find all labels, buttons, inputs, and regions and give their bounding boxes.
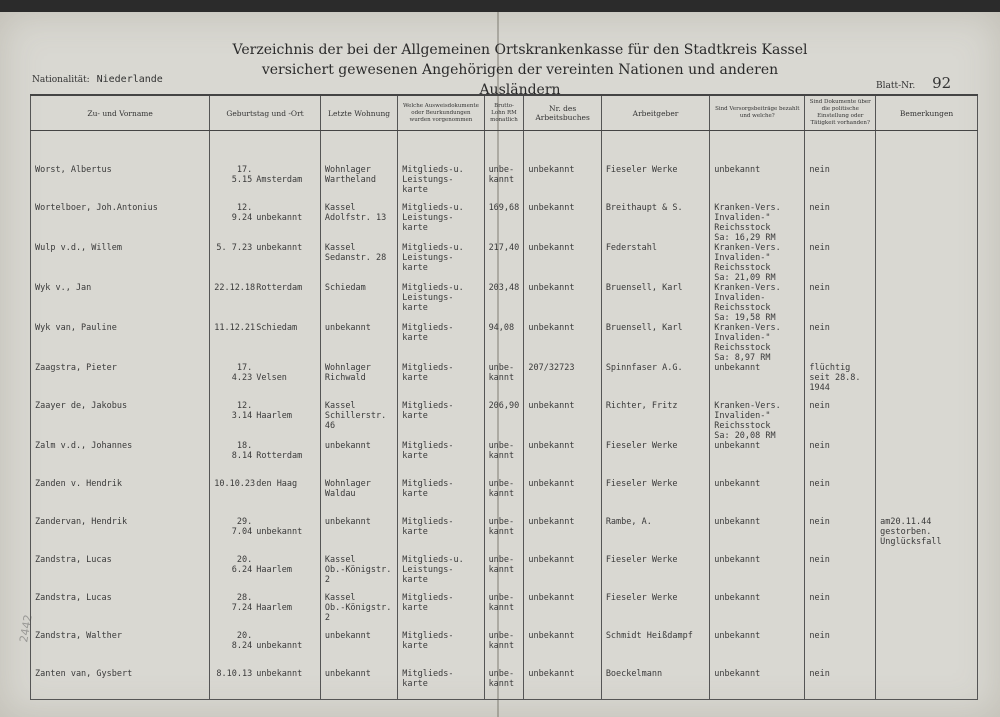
name-cell: Zaayer de, Jakobus: [31, 401, 210, 441]
column-header: Zu- und Vorname: [31, 95, 210, 131]
address-cell: Kassel Ob.-Königstr. 2: [320, 593, 397, 631]
birth-cell: [210, 323, 321, 363]
sheet-number-label: Blatt-Nr.: [876, 81, 916, 91]
insurance-cell: unbekannt: [710, 631, 805, 669]
insurance-cell: unbekannt: [710, 555, 805, 593]
employer-cell: Schmidt Heißdampf: [601, 631, 709, 669]
docs-cell: Mitglieds- karte: [398, 593, 484, 631]
birth-cell: [210, 203, 321, 243]
table-row: [31, 363, 978, 401]
book-cell: unbekannt: [524, 631, 601, 669]
birth-place: Rotterdam: [256, 283, 303, 293]
wage-cell: unbe- kannt: [484, 441, 524, 479]
birth-cell: [210, 363, 321, 401]
name-cell: Zalm v.d., Johannes: [31, 441, 210, 479]
name-cell: Zandstra, Lucas: [31, 555, 210, 593]
table-row: [31, 165, 978, 203]
docs-cell: Mitglieds-u. Leistungs- karte: [398, 283, 484, 323]
insurance-cell: Kranken-Vers. Invaliden-" Reichsstock Sa: 20,08 RM: [710, 401, 805, 441]
address-cell: Schiedam: [320, 283, 397, 323]
birth-cell: [210, 593, 321, 631]
birth-date: 22.12.18: [214, 283, 256, 293]
name-cell: Zaagstra, Pieter: [31, 363, 210, 401]
docs-cell: Mitglieds- karte: [398, 669, 484, 700]
birth-cell: [210, 441, 321, 479]
wage-cell: unbe- kannt: [484, 555, 524, 593]
book-cell: unbekannt: [524, 593, 601, 631]
political-cell: nein: [805, 441, 876, 479]
insurance-cell: Kranken-Vers. Invaliden-" Reichsstock Sa: 21,09 RM: [710, 243, 805, 283]
birth-cell: [210, 669, 321, 700]
name-cell: Wulp v.d., Willem: [31, 243, 210, 283]
book-cell: unbekannt: [524, 243, 601, 283]
birth-date: 17. 5.15: [231, 165, 253, 185]
birth-cell: [210, 401, 321, 441]
address-cell: Kassel Schillerstr. 46: [320, 401, 397, 441]
insurance-cell: Kranken-Vers. Invaliden-" Reichsstock Sa: 8,97 RM: [710, 323, 805, 363]
political-cell: nein: [805, 631, 876, 669]
address-cell: Kassel Ob.-Königstr. 2: [320, 555, 397, 593]
political-cell: nein: [805, 165, 876, 203]
address-cell: unbekannt: [320, 631, 397, 669]
political-cell: nein: [805, 479, 876, 517]
address-cell: unbekannt: [320, 323, 397, 363]
employer-cell: Richter, Fritz: [601, 401, 709, 441]
birth-place: unbekannt: [256, 213, 303, 223]
document-title: [230, 40, 810, 100]
margin-pencil-note: 2442: [17, 613, 35, 644]
book-cell: unbekannt: [524, 323, 601, 363]
book-cell: unbekannt: [524, 479, 601, 517]
political-cell: nein: [805, 243, 876, 283]
remarks-cell: [876, 401, 978, 441]
remarks-cell: [876, 363, 978, 401]
name-cell: Wyk van, Pauline: [31, 323, 210, 363]
docs-cell: Mitglieds- karte: [398, 323, 484, 363]
birth-place: unbekannt: [256, 243, 303, 253]
table-row: [31, 669, 978, 700]
column-header: Geburtstag und -Ort: [210, 95, 321, 131]
wage-cell: unbe- kannt: [484, 517, 524, 555]
wage-cell: 169,68: [484, 203, 524, 243]
birth-place: Schiedam: [256, 323, 298, 333]
employer-cell: Breithaupt & S.: [601, 203, 709, 243]
address-cell: Kassel Adolfstr. 13: [320, 203, 397, 243]
wage-cell: 203,48: [484, 283, 524, 323]
address-cell: unbekannt: [320, 517, 397, 555]
address-cell: Wohnlager Wartheland: [320, 165, 397, 203]
table-row: [31, 555, 978, 593]
nationality-field: [32, 74, 163, 85]
birth-place: Haarlem: [256, 603, 293, 613]
birth-date: 12. 3.14: [231, 401, 253, 421]
birth-date: 12. 9.24: [231, 203, 253, 223]
book-cell: unbekannt: [524, 401, 601, 441]
address-cell: Kassel Sedanstr. 28: [320, 243, 397, 283]
remarks-cell: [876, 593, 978, 631]
wage-cell: unbe- kannt: [484, 363, 524, 401]
employer-cell: Spinnfaser A.G.: [601, 363, 709, 401]
book-cell: unbekannt: [524, 669, 601, 700]
birth-cell: [210, 517, 321, 555]
table-row: [31, 631, 978, 669]
column-header: Bemerkungen: [876, 95, 978, 131]
book-cell: unbekannt: [524, 517, 601, 555]
table-row: [31, 203, 978, 243]
docs-cell: Mitglieds- karte: [398, 363, 484, 401]
docs-cell: Mitglieds- karte: [398, 401, 484, 441]
insurance-cell: unbekannt: [710, 363, 805, 401]
remarks-cell: [876, 323, 978, 363]
birth-date: 20. 8.24: [231, 631, 253, 651]
birth-cell: [210, 555, 321, 593]
birth-date: 18. 8.14: [231, 441, 253, 461]
address-cell: unbekannt: [320, 441, 397, 479]
insurance-cell: unbekannt: [710, 165, 805, 203]
birth-date: 10.10.23: [214, 479, 256, 489]
docs-cell: Mitglieds-u. Leistungs- karte: [398, 165, 484, 203]
address-cell: Wohnlager Richwald: [320, 363, 397, 401]
column-header: Nr. des Arbeitsbuches: [524, 95, 601, 131]
wage-cell: unbe- kannt: [484, 669, 524, 700]
birth-cell: [210, 165, 321, 203]
docs-cell: Mitglieds- karte: [398, 517, 484, 555]
employer-cell: Bruensell, Karl: [601, 283, 709, 323]
wage-cell: 217,40: [484, 243, 524, 283]
political-cell: nein: [805, 593, 876, 631]
wage-cell: unbe- kannt: [484, 479, 524, 517]
docs-cell: Mitglieds-u. Leistungs- karte: [398, 555, 484, 593]
birth-place: Amsterdam: [256, 175, 303, 185]
table-row: [31, 593, 978, 631]
wage-cell: unbe- kannt: [484, 165, 524, 203]
birth-place: Haarlem: [256, 411, 293, 421]
birth-date: 29. 7.04: [231, 517, 253, 537]
birth-place: Rotterdam: [256, 451, 303, 461]
birth-date: 5. 7.23: [216, 243, 253, 253]
political-cell: nein: [805, 669, 876, 700]
table-row: [31, 283, 978, 323]
address-cell: unbekannt: [320, 669, 397, 700]
book-cell: unbekannt: [524, 283, 601, 323]
column-header: Sind Versorgsbeiträge bezahlt und welche?: [710, 95, 805, 131]
employer-cell: Federstahl: [601, 243, 709, 283]
table-row: [31, 323, 978, 363]
wage-cell: unbe- kannt: [484, 593, 524, 631]
docs-cell: Mitglieds- karte: [398, 479, 484, 517]
remarks-cell: [876, 479, 978, 517]
insurance-cell: Kranken-Vers. Invaliden- Reichsstock Sa: 19,58 RM: [710, 283, 805, 323]
wage-cell: 206,90: [484, 401, 524, 441]
birth-date: 20. 6.24: [231, 555, 253, 575]
docs-cell: Mitglieds-u. Leistungs- karte: [398, 243, 484, 283]
sheet-number-field: [876, 74, 951, 92]
birth-place: unbekannt: [256, 641, 303, 651]
birth-place: unbekannt: [256, 527, 303, 537]
employer-cell: Rambe, A.: [601, 517, 709, 555]
empty-row: [31, 131, 978, 166]
table-row: [31, 401, 978, 441]
birth-cell: [210, 283, 321, 323]
political-cell: nein: [805, 323, 876, 363]
wage-cell: unbe- kannt: [484, 631, 524, 669]
name-cell: Wortelboer, Joh.Antonius: [31, 203, 210, 243]
insurance-cell: unbekannt: [710, 517, 805, 555]
column-header: Letzte Wohnung: [320, 95, 397, 131]
title-line-2: versichert gewesenen Angehörigen der vereinten Nationen und anderen Ausländern: [261, 62, 779, 98]
remarks-cell: [876, 283, 978, 323]
birth-date: 17. 4.23: [231, 363, 253, 383]
remarks-cell: [876, 669, 978, 700]
employer-cell: Fieseler Werke: [601, 479, 709, 517]
nationality-label: Nationalität:: [32, 75, 90, 85]
employer-cell: Fieseler Werke: [601, 555, 709, 593]
nationality-value: Niederlande: [96, 74, 163, 85]
political-cell: nein: [805, 555, 876, 593]
column-header: Arbeitgeber: [601, 95, 709, 131]
column-header: Sind Dokumente über die politische Einstellung oder Tätigkeit vorhanden?: [805, 95, 876, 131]
table-row: [31, 243, 978, 283]
address-cell: Wohnlager Waldau: [320, 479, 397, 517]
table-row: [31, 441, 978, 479]
register-table: [30, 94, 978, 700]
birth-date: 8.10.13: [216, 669, 253, 679]
document-sheet: [0, 12, 1000, 717]
table-row: [31, 517, 978, 555]
name-cell: Worst, Albertus: [31, 165, 210, 203]
book-cell: unbekannt: [524, 441, 601, 479]
political-cell: nein: [805, 283, 876, 323]
remarks-cell: [876, 555, 978, 593]
employer-cell: Bruensell, Karl: [601, 323, 709, 363]
insurance-cell: unbekannt: [710, 593, 805, 631]
remarks-cell: [876, 203, 978, 243]
sheet-number: 92: [932, 74, 952, 92]
remarks-cell: [876, 441, 978, 479]
political-cell: nein: [805, 401, 876, 441]
column-header: Welche Ausweisdokumente oder Beurkundungen wurden vorgenommen: [398, 95, 484, 131]
wage-cell: 94,08: [484, 323, 524, 363]
birth-date: 28. 7.24: [231, 593, 253, 613]
title-line-1: Verzeichnis der bei der Allgemeinen Ortskrankenkasse für den Stadtkreis Kassel: [232, 42, 808, 58]
name-cell: Zandstra, Walther: [31, 631, 210, 669]
name-cell: Zandstra, Lucas: [31, 593, 210, 631]
employer-cell: Fieseler Werke: [601, 165, 709, 203]
birth-place: den Haag: [256, 479, 298, 489]
political-cell: nein: [805, 517, 876, 555]
employer-cell: Fieseler Werke: [601, 593, 709, 631]
birth-place: unbekannt: [256, 669, 303, 679]
name-cell: Zanten van, Gysbert: [31, 669, 210, 700]
birth-place: Haarlem: [256, 565, 293, 575]
book-cell: unbekannt: [524, 165, 601, 203]
birth-cell: [210, 479, 321, 517]
insurance-cell: Kranken-Vers. Invaliden-" Reichsstock Sa: 16,29 RM: [710, 203, 805, 243]
book-cell: unbekannt: [524, 555, 601, 593]
birth-place: Velsen: [256, 373, 287, 383]
remarks-cell: [876, 165, 978, 203]
birth-date: 11.12.21: [214, 323, 256, 333]
docs-cell: Mitglieds-u. Leistungs- karte: [398, 203, 484, 243]
table-header-row: [31, 95, 978, 131]
employer-cell: Fieseler Werke: [601, 441, 709, 479]
birth-cell: [210, 243, 321, 283]
name-cell: Wyk v., Jan: [31, 283, 210, 323]
birth-cell: [210, 631, 321, 669]
employer-cell: Boeckelmann: [601, 669, 709, 700]
name-cell: Zanden v. Hendrik: [31, 479, 210, 517]
insurance-cell: unbekannt: [710, 479, 805, 517]
insurance-cell: unbekannt: [710, 669, 805, 700]
name-cell: Zandervan, Hendrik: [31, 517, 210, 555]
book-cell: unbekannt: [524, 203, 601, 243]
docs-cell: Mitglieds- karte: [398, 441, 484, 479]
insurance-cell: unbekannt: [710, 441, 805, 479]
docs-cell: Mitglieds- karte: [398, 631, 484, 669]
table-row: [31, 479, 978, 517]
remarks-cell: [876, 631, 978, 669]
political-cell: flüchtig seit 28.8. 1944: [805, 363, 876, 401]
column-header: Brutto-Lohn RM monatlich: [484, 95, 524, 131]
remarks-cell: [876, 243, 978, 283]
political-cell: nein: [805, 203, 876, 243]
remarks-cell: am20.11.44 gestorben. Unglücksfall: [876, 517, 978, 555]
book-cell: 207/32723: [524, 363, 601, 401]
